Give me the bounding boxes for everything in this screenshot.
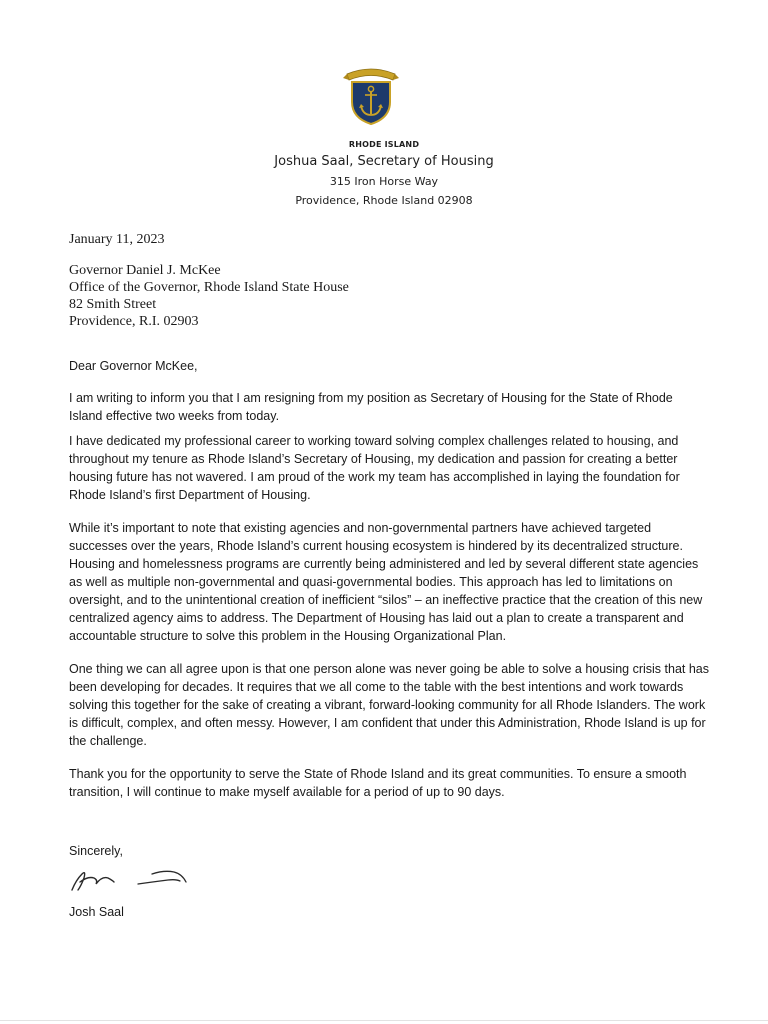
paragraph-text: Thank you for the opportunity to serve the State of Rhode Island and its great communities. To ensure a smooth transition, I will continue to make myself available for a period of up to 90 days.	[69, 767, 687, 799]
body-paragraph	[69, 389, 709, 425]
salutation: Dear Governor McKee,	[69, 359, 198, 373]
letterhead-city: Providence, Rhode Island 02908	[295, 194, 473, 207]
recipient-line: Governor Daniel J. McKee	[69, 263, 221, 278]
body-paragraph	[69, 519, 709, 645]
page-bottom-divider	[0, 1020, 768, 1021]
paragraph-text: While it’s important to note that existing agencies and non-governmental partners have achieved targeted successes over the years, Rhode Island’s current housing ecosystem is hindered by its decentralized structure. Housing and homelessness programs are currently being administered and led by several different state agencies as well as multiple non-governmental and quasi-governmental bodies. This approach has led to limitations on oversight, and to the unintentional creation of inefficient “silos” – an ineffective practice that the creation of this new centralized agency aims to address. The Department of Housing has laid out a plan to create a transparent and accountable structure to solve this problem in the Housing Organizational Plan.	[69, 521, 703, 643]
letterhead-street: 315 Iron Horse Way	[329, 175, 439, 188]
letterhead-state: RHODE ISLAND	[348, 140, 420, 149]
handwritten-signature	[68, 860, 198, 894]
recipient-address	[69, 262, 349, 330]
rhode-island-seal-icon	[343, 64, 399, 126]
letter-date: January 11, 2023	[69, 232, 165, 247]
paragraph-text: I have dedicated my professional career to working toward solving complex challenges related to housing, and throughout my tenure as Rhode Island’s Secretary of Housing, my dedication and passion for creating a better housing future has not wavered. I am proud of the work my team has accomplished in laying the foundation for Rhode Island’s first Department of Housing.	[69, 434, 680, 502]
recipient-line: 82 Smith Street	[69, 297, 157, 312]
body-paragraph	[69, 432, 709, 504]
signer-name: Josh Saal	[69, 905, 124, 919]
recipient-line: Office of the Governor, Rhode Island State House	[69, 280, 349, 295]
recipient-line: Providence, R.I. 02903	[69, 314, 199, 329]
body-paragraph	[69, 765, 709, 801]
letterhead-name-title: Joshua Saal, Secretary of Housing	[274, 154, 494, 169]
closing: Sincerely,	[69, 844, 123, 858]
paragraph-text: I am writing to inform you that I am resigning from my position as Secretary of Housing for the State of Rhode Island effective two weeks from today.	[69, 391, 673, 423]
paragraph-text: One thing we can all agree upon is that one person alone was never going be able to solve a housing crisis that has been developing for decades. It requires that we all come to the table with the best intentions and work towards solving this together for the sake of creating a vibrant, forward-looking community for all Rhode Islanders. The work is difficult, complex, and often messy. However, I am confident that under this Administration, Rhode Island is up for the challenge.	[69, 662, 709, 748]
body-paragraph	[69, 660, 709, 750]
